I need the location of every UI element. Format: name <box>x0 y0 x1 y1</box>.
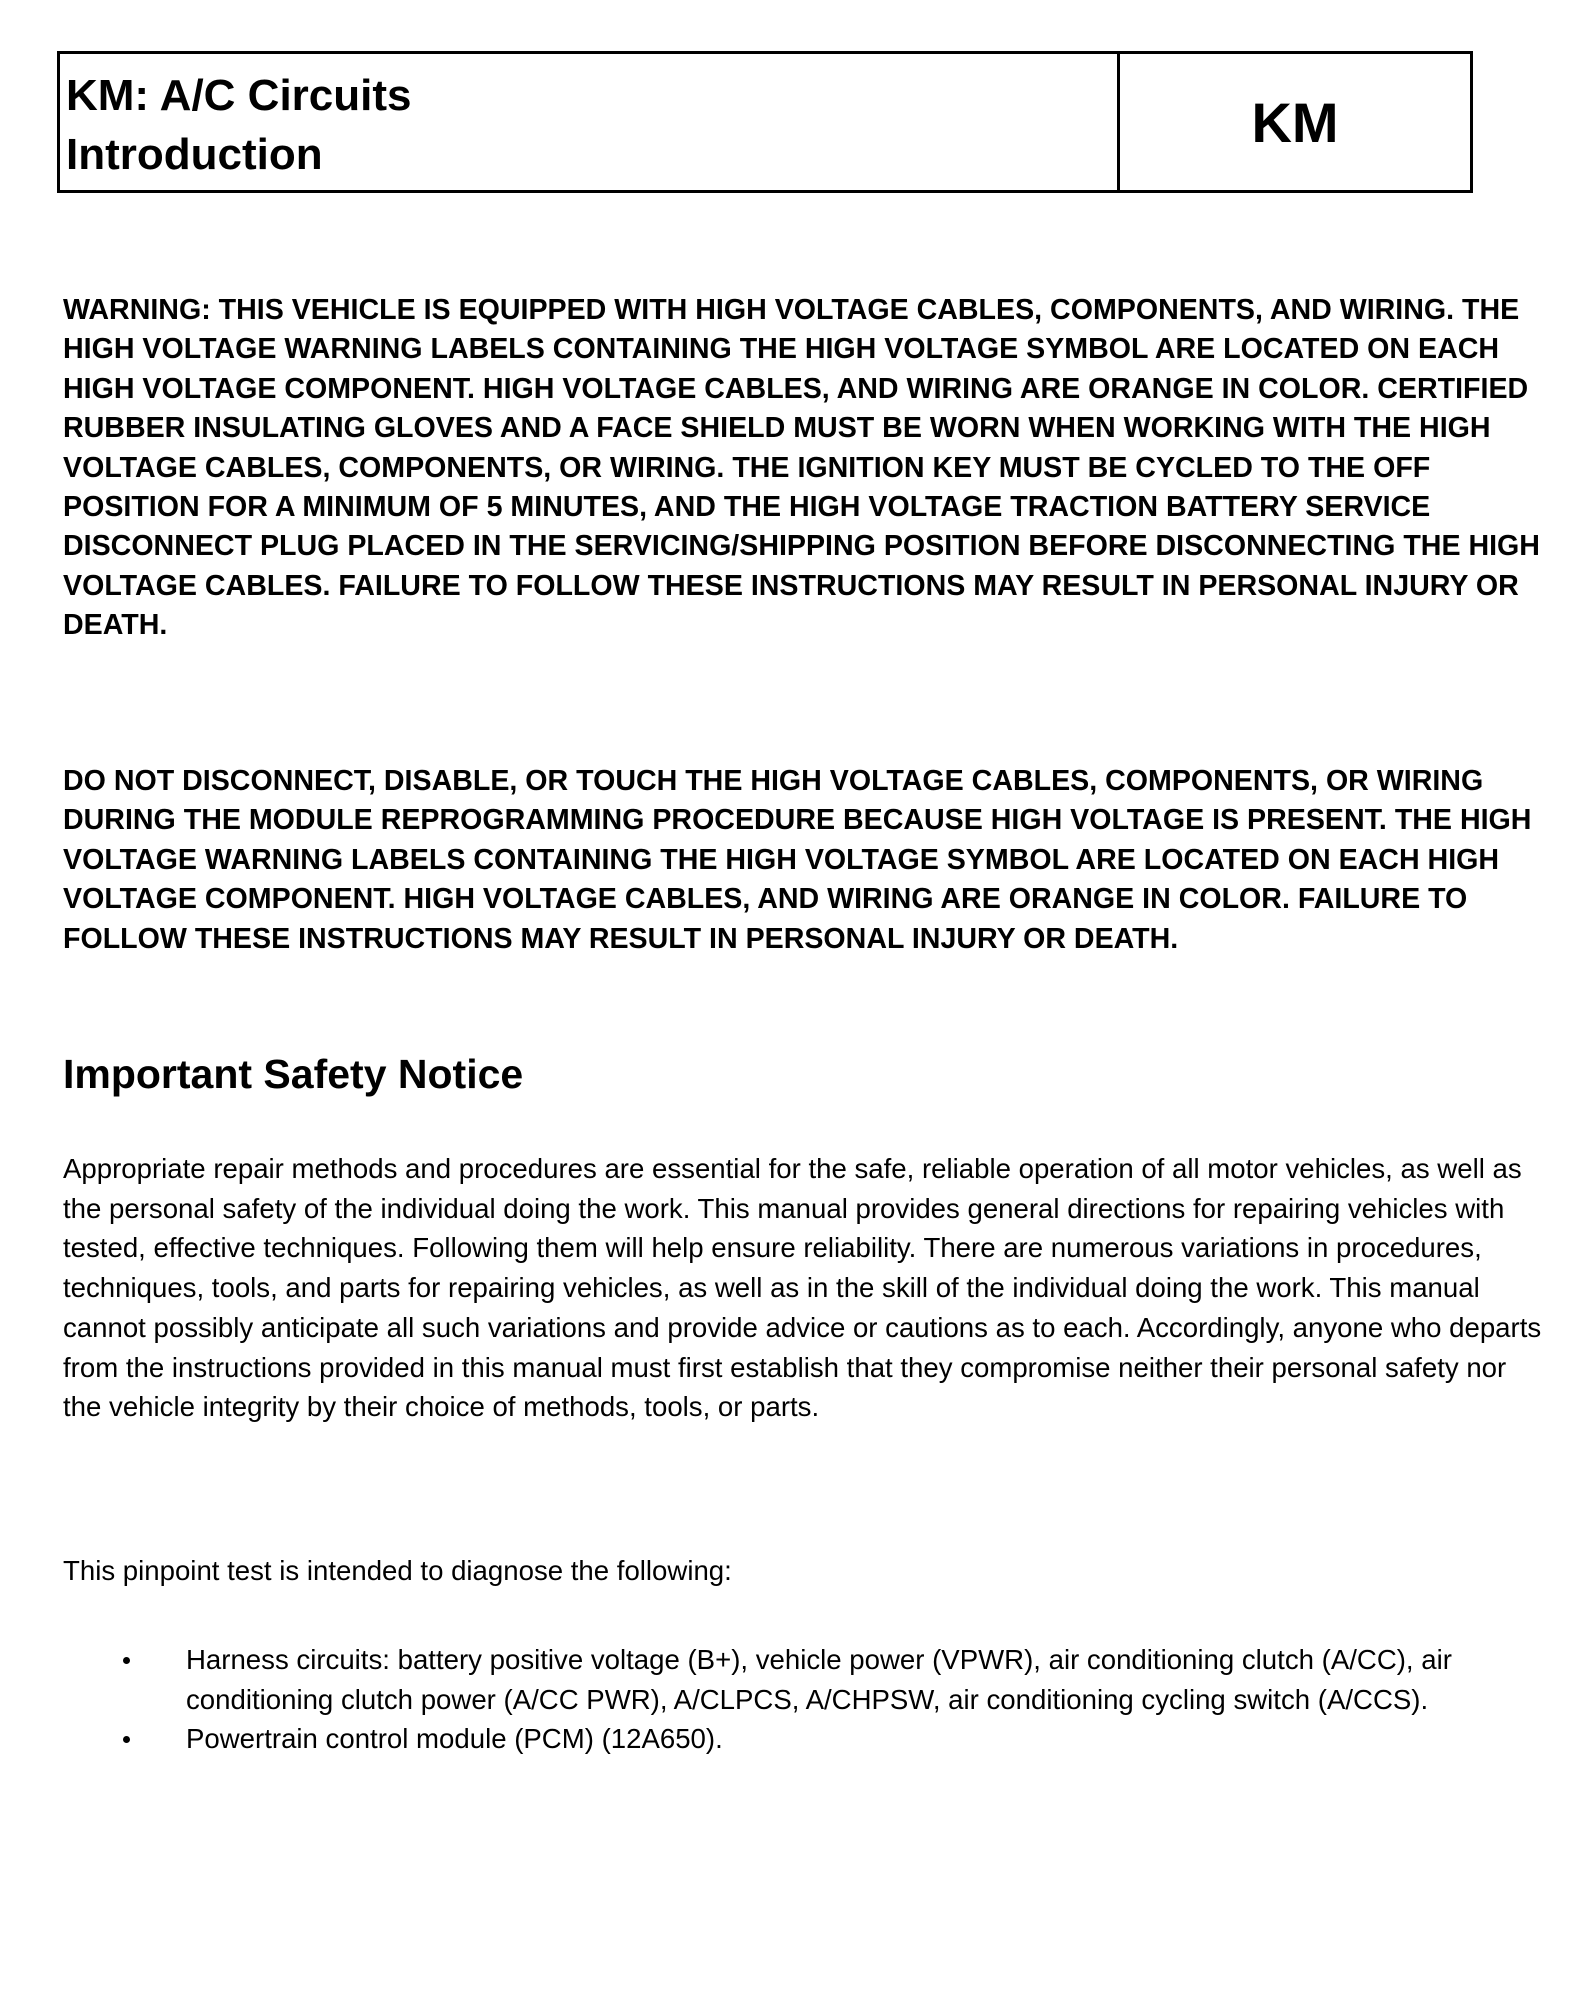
section-code: KM <box>1251 90 1339 154</box>
bullet-icon <box>123 1736 130 1743</box>
reprogramming-warning: DO NOT DISCONNECT, DISABLE, OR TOUCH THE HIGH VOLTAGE CABLES, COMPONENTS, OR WIRING DURING THE MODULE REPROGRAMMING PROCEDURE BECAUSE HIGH VOLTAGE IS PRESENT. THE HIGH VOLTAGE WARNING LABELS CONTAINING THE HIGH VOLTAGE SYMBOL ARE LOCATED ON EACH HIGH VOLTAGE COMPONENT. HIGH VOLTAGE CABLES, AND WIRING ARE ORANGE IN COLOR. FAILURE TO FOLLOW THESE INSTRUCTIONS MAY RESULT IN PERSONAL INJURY OR DEATH. <box>63 765 1532 955</box>
diagnosis-list <box>63 1640 1543 1759</box>
page-title-line-2: Introduction <box>66 130 323 179</box>
safety-notice-heading: Important Safety Notice <box>63 1051 524 1097</box>
page-title <box>60 54 1120 190</box>
list-item-text: Harness circuits: battery positive voltage (B+), vehicle power (VPWR), air conditioning clutch (A/CC), air conditioning clutch power (A/CC PWR), A/CLPCS, A/CHPSW, air conditioning cycling switch (A/CCS). <box>186 1644 1452 1715</box>
list-item <box>63 1719 1543 1759</box>
high-voltage-warning: WARNING: THIS VEHICLE IS EQUIPPED WITH HIGH VOLTAGE CABLES, COMPONENTS, AND WIRING. THE HIGH VOLTAGE WARNING LABELS CONTAINING THE HIGH VOLTAGE SYMBOL ARE LOCATED ON EACH HIGH VOLTAGE COMPONENT. HIGH VOLTAGE CABLES, AND WIRING ARE ORANGE IN COLOR. CERTIFIED RUBBER INSULATING GLOVES AND A FACE SHIELD MUST BE WORN WHEN WORKING WITH THE HIGH VOLTAGE CABLES, COMPONENTS, OR WIRING. THE IGNITION KEY MUST BE CYCLED TO THE OFF POSITION FOR A MINIMUM OF 5 MINUTES, AND THE HIGH VOLTAGE TRACTION BATTERY SERVICE DISCONNECT PLUG PLACED IN THE SERVICING/SHIPPING POSITION BEFORE DISCONNECTING THE HIGH VOLTAGE CABLES. FAILURE TO FOLLOW THESE INSTRUCTIONS MAY RESULT IN PERSONAL INJURY OR DEATH. <box>63 294 1540 642</box>
safety-notice-paragraph: Appropriate repair methods and procedures are essential for the safe, reliable operation of all motor vehicles, as well as the personal safety of the individual doing the work. This manual provides general directions for repairing vehicles with tested, effective techniques. Following them will help ensure reliability. There are numerous variations in procedures, techniques, tools, and parts for repairing vehicles, as well as in the skill of the individual doing the work. This manual cannot possibly anticipate all such variations and provide advice or cautions as to each. Accordingly, anyone who departs from the instructions provided in this manual must first establish that they compromise neither their personal safety nor the vehicle integrity by their choice of methods, tools, or parts. <box>63 1153 1542 1423</box>
list-item-text: Powertrain control module (PCM) (12A650). <box>186 1723 723 1755</box>
bullet-icon <box>123 1657 130 1664</box>
header-box <box>57 51 1473 193</box>
list-item <box>63 1640 1543 1719</box>
page-title-line-1: KM: A/C Circuits <box>66 71 412 120</box>
pinpoint-intro: This pinpoint test is intended to diagnose the following: <box>63 1555 732 1586</box>
